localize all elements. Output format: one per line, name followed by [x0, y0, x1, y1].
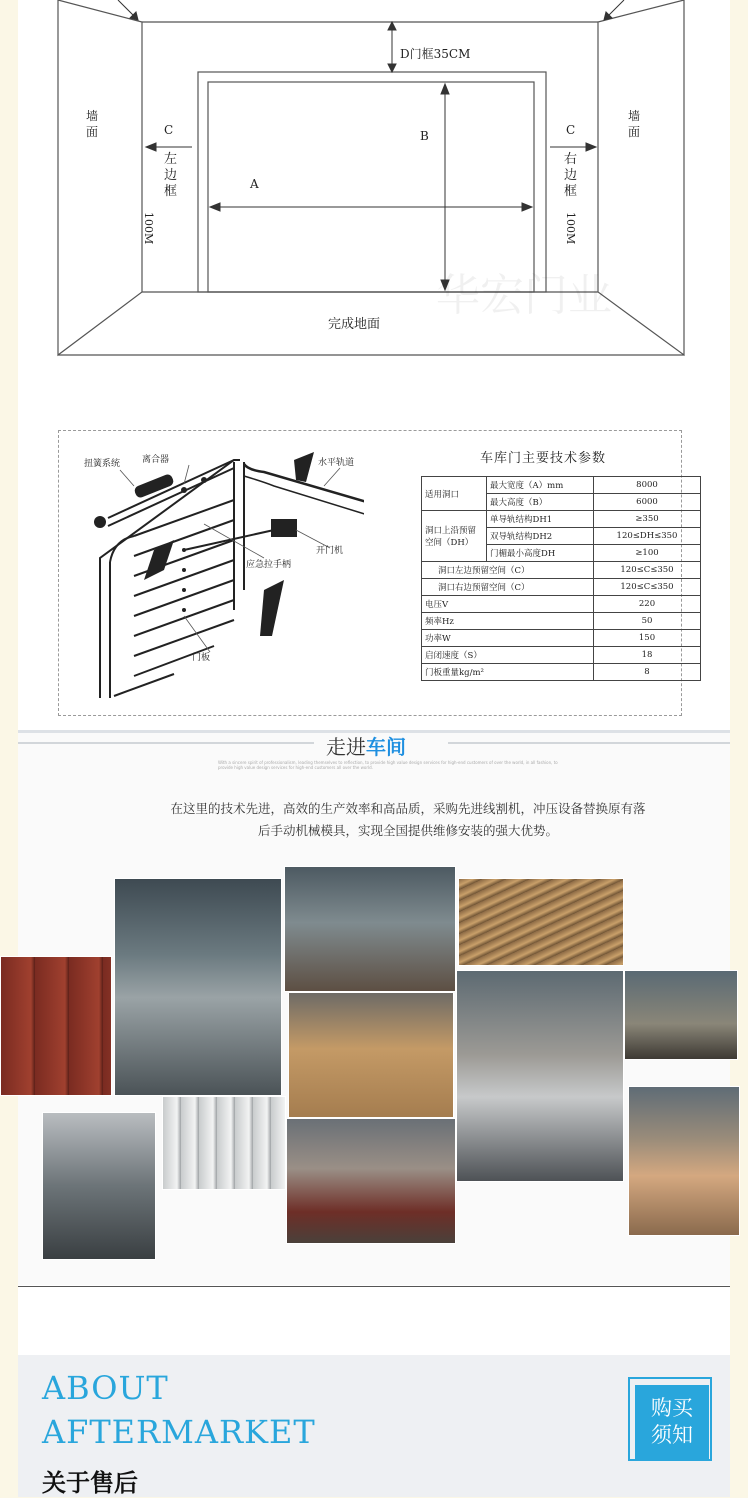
workshop-section — [18, 730, 730, 1285]
table-cell: 电压V — [422, 596, 594, 613]
table-cell: 功率W — [422, 630, 594, 647]
workshop-title — [326, 731, 406, 760]
table-cell: 8 — [594, 664, 701, 681]
photo-packaged-stock — [288, 992, 454, 1118]
table-cell: 门楣最小高度DH — [487, 545, 594, 562]
workshop-title-accent: 车间 — [366, 735, 406, 759]
wall-right-label: 墙面 — [628, 109, 641, 139]
right-frame-label: 右边框 — [564, 152, 578, 199]
photo-profiles — [458, 878, 624, 966]
left-frame-dim: 100M — [142, 212, 155, 245]
table-cell: 18 — [594, 647, 701, 664]
table-cell: 6000 — [594, 494, 701, 511]
garage-door-parts-diagram — [34, 440, 364, 710]
section-divider — [18, 1286, 730, 1287]
table-cell: 120≤C≤350 — [594, 579, 701, 596]
photo-white-panels — [162, 1096, 286, 1190]
photo-steel-coils — [114, 878, 282, 1096]
wall-left-label: 墙面 — [86, 109, 99, 139]
table-cell: 150 — [594, 630, 701, 647]
table-cell: 洞口右边预留空间（C） — [422, 579, 594, 596]
table-row — [422, 596, 701, 613]
table-row — [422, 562, 701, 579]
table-row — [422, 630, 701, 647]
spec-table-title: 车库门主要技术参数 — [480, 451, 607, 466]
table-row — [422, 511, 701, 528]
table-row — [422, 613, 701, 630]
table-cell: 8000 — [594, 477, 701, 494]
table-cell: 220 — [594, 596, 701, 613]
aftermarket-section — [18, 1355, 730, 1497]
table-cell: 双导轨结构DH2 — [487, 528, 594, 545]
part-rail-label: 水平轨道 — [318, 458, 355, 468]
photo-assembly-line — [456, 970, 624, 1182]
table-cell: 最大宽度（A）mm — [487, 477, 594, 494]
photo-workers — [42, 1112, 156, 1260]
divider — [448, 742, 730, 744]
workshop-subtitle: With a sincere spirit of professionalism, leading themselves to reflection, to provide high value design services for high-end customers of over the world, in all fashion, to provide high value design services for high-end customers all over the world. — [218, 760, 558, 770]
table-row — [422, 664, 701, 681]
purchase-notice-badge[interactable] — [635, 1385, 709, 1459]
left-wall — [58, 0, 142, 355]
aftermarket-heading-line1: ABOUT — [42, 1369, 169, 1407]
dim-a-label: A — [250, 177, 259, 191]
workshop-title-plain: 走进 — [326, 735, 366, 759]
table-cell: ≥350 — [594, 511, 701, 528]
aftermarket-heading-cn: 关于售后 — [42, 1469, 138, 1497]
part-spring-label: 扭簧系统 — [84, 459, 121, 469]
table-cell: 120≤DH≤350 — [594, 528, 701, 545]
photo-door-panels — [0, 956, 112, 1096]
watermark: 华宏门业 — [436, 270, 612, 321]
table-cell: 洞口上沿预留空间（DH） — [422, 511, 487, 562]
table-cell: 单导轨结构DH1 — [487, 511, 594, 528]
c-right-label: C — [566, 123, 576, 137]
c-left-label: C — [164, 123, 174, 137]
table-cell: ≥100 — [594, 545, 701, 562]
left-frame-label: 左边框 — [164, 152, 178, 199]
top-frame-label: D门框35CM — [400, 47, 471, 61]
right-frame-dim: 100M — [564, 212, 577, 245]
table-cell: 洞口左边预留空间（C） — [422, 562, 594, 579]
photo-red-panels — [286, 1118, 456, 1244]
badge-line2: 须知 — [651, 1423, 693, 1447]
dim-b-label: B — [420, 129, 429, 143]
table-cell: 50 — [594, 613, 701, 630]
photo-warehouse — [284, 866, 456, 992]
table-cell: 门板重量kg/m² — [422, 664, 594, 681]
floor-label: 完成地面 — [328, 317, 381, 332]
spec-table — [421, 476, 701, 681]
part-handle-label: 应急拉手柄 — [246, 560, 292, 570]
table-row — [422, 579, 701, 596]
workshop-description: 在这里的技术先进，高效的生产效率和高品质，采购先进线割机，冲压设备替换原有落后手动机械模具，实现全国提供维修安装的强大优势。 — [170, 801, 646, 838]
photo-wood-stock — [628, 1086, 740, 1236]
badge-line1: 购买 — [651, 1396, 693, 1420]
aftermarket-heading-line2: AFTERMARKET — [42, 1413, 316, 1451]
door-measurement-diagram — [18, 0, 730, 370]
table-cell: 适用洞口 — [422, 477, 487, 511]
table-cell: 最大高度（B） — [487, 494, 594, 511]
table-row — [422, 477, 701, 494]
table-cell: 启闭速度（S） — [422, 647, 594, 664]
table-cell: 120≤C≤350 — [594, 562, 701, 579]
page — [18, 0, 730, 1497]
photo-rack — [624, 970, 738, 1060]
part-opener-label: 开门机 — [316, 546, 344, 556]
divider — [18, 742, 314, 744]
part-panel-label: 门板 — [192, 653, 211, 663]
table-row — [422, 647, 701, 664]
part-clutch-label: 离合器 — [142, 455, 170, 465]
table-cell: 频率Hz — [422, 613, 594, 630]
